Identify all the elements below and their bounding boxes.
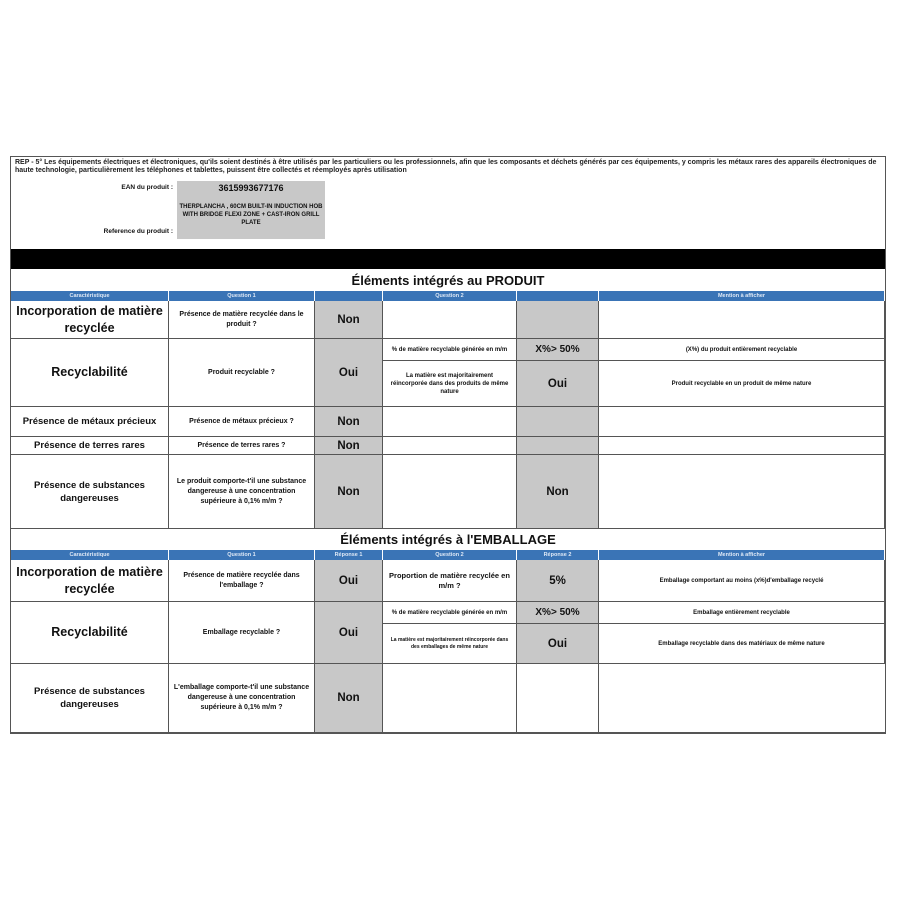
produit-recyclabilite-a1: Oui: [315, 339, 383, 407]
reference-label: Reference du produit :: [103, 228, 173, 235]
intro-text: REP - 5° Les équipements électriques et électroniques, qu'ils soient destinés à être utilisés par les particuliers ou les professionnels, afin que les composants et déchets générés par ces équipements, y compris les métaux rares des appareils électroniques de haute technologie, particulièrement les téléphones et tablettes, puissent être collectés et réemployés après utilisation: [15, 159, 877, 174]
produit-metaux-q2: [383, 407, 517, 437]
emballage-incorporation-q1: Présence de matière recyclée dans l'emballage ?: [169, 560, 315, 602]
produit-header-question2: Question 2: [383, 291, 517, 301]
emballage-recyclabilite-q1: Emballage recyclable ?: [169, 602, 315, 664]
emballage-recyclabilite-q2a: % de matière recyclable générée en m/m: [383, 602, 517, 624]
produit-header-reponse1: [315, 291, 383, 301]
emballage-recyclabilite-a2a: X%> 50%: [517, 602, 599, 624]
produit-title-highlight: PRODUIT: [485, 273, 545, 288]
produit-terres-q1: Présence de terres rares ?: [169, 437, 315, 455]
produit-recyclabilite-label: Recyclabilité: [11, 339, 169, 407]
produit-incorporation-mention: [599, 301, 885, 339]
produit-incorporation-a1: Non: [315, 301, 383, 339]
produit-incorporation-q1: Présence de matière recyclée dans le produit ?: [169, 301, 315, 339]
produit-terres-a1: Non: [315, 437, 383, 455]
emballage-header-mention: Mention à afficher: [599, 550, 885, 560]
emballage-substances-label: Présence de substances dangereuses: [11, 664, 169, 733]
produit-recyclabilite-mention-b: Produit recyclable en un produit de même nature: [599, 361, 885, 407]
emballage-header-caracteristique: Caractéristique: [11, 550, 169, 560]
produit-metaux-label: Présence de métaux précieux: [11, 407, 169, 437]
produit-section-title: [11, 271, 885, 291]
emballage-recyclabilite-label: Recyclabilité: [11, 602, 169, 664]
emballage-substances-mention: [599, 664, 885, 733]
black-divider: [11, 249, 885, 269]
produit-header-question1: Question 1: [169, 291, 315, 301]
produit-terres-a2: [517, 437, 599, 455]
emballage-header-question2: Question 2: [383, 550, 517, 560]
produit-substances-label: Présence de substances dangereuses: [11, 455, 169, 529]
produit-metaux-q1: Présence de métaux précieux ?: [169, 407, 315, 437]
ean-label: EAN du produit :: [121, 184, 173, 191]
produit-incorporation-label: Incorporation de matière recyclée: [11, 301, 169, 339]
emballage-incorporation-label: Incorporation de matière recyclée: [11, 560, 169, 602]
produit-header-reponse2: [517, 291, 599, 301]
emballage-incorporation-q2: Proportion de matière recyclée en m/m ?: [383, 560, 517, 602]
emballage-incorporation-mention: Emballage comportant au moins (x%)d'emballage recyclé: [599, 560, 885, 602]
emballage-substances-a2: [517, 664, 599, 733]
reference-value: THERPLANCHA , 60CM BUILT-IN INDUCTION HOB WITH BRIDGE FLEXI ZONE + CAST-IRON GRILL PLATE: [177, 195, 325, 239]
produit-substances-q1: Le produit comporte-t'il une substance dangereuse à une concentration supérieure à 0,1% m/m ?: [169, 455, 315, 529]
emballage-recyclabilite-q2b: La matière est majoritairement réincorporée dans des emballages de même nature: [383, 624, 517, 664]
produit-recyclabilite-q2a: % de matière recyclable générée en m/m: [383, 339, 517, 361]
emballage-section-title: [11, 530, 885, 550]
emballage-recyclabilite-a2b: Oui: [517, 624, 599, 664]
produit-metaux-a1: Non: [315, 407, 383, 437]
produit-header-caracteristique: Caractéristique: [11, 291, 169, 301]
emballage-recyclabilite-mention-b: Emballage recyclable dans des matériaux de même nature: [599, 624, 885, 664]
produit-substances-q2: [383, 455, 517, 529]
produit-recyclabilite-a2a: X%> 50%: [517, 339, 599, 361]
emballage-recyclabilite-a1: Oui: [315, 602, 383, 664]
produit-substances-mention: [599, 455, 885, 529]
emballage-recyclabilite-mention-a: Emballage entièrement recyclable: [599, 602, 885, 624]
emballage-substances-q1: L'emballage comporte-t'il une substance dangereuse à une concentration supérieure à 0,1% m/m ?: [169, 664, 315, 733]
emballage-header-reponse1: Réponse 1: [315, 550, 383, 560]
produit-recyclabilite-mention-a: (X%) du produit entièrement recyclable: [599, 339, 885, 361]
produit-incorporation-a2: [517, 301, 599, 339]
produit-substances-a2: Non: [517, 455, 599, 529]
produit-recyclabilite-q1: Produit recyclable ?: [169, 339, 315, 407]
emballage-title-prefix: Éléments intégrés à l': [340, 532, 474, 547]
produit-terres-label: Présence de terres rares: [11, 437, 169, 455]
produit-recyclabilite-a2b: Oui: [517, 361, 599, 407]
produit-incorporation-q2: [383, 301, 517, 339]
produit-recyclabilite-q2b: La matière est majoritairement réincorporée dans des produits de même nature: [383, 361, 517, 407]
produit-terres-q2: [383, 437, 517, 455]
emballage-title-highlight: EMBALLAGE: [473, 532, 556, 547]
produit-metaux-mention: [599, 407, 885, 437]
emballage-header-question1: Question 1: [169, 550, 315, 560]
produit-terres-mention: [599, 437, 885, 455]
ean-value: 3615993677176: [177, 181, 325, 195]
produit-substances-a1: Non: [315, 455, 383, 529]
emballage-substances-q2: [383, 664, 517, 733]
emballage-header-reponse2: Réponse 2: [517, 550, 599, 560]
emballage-incorporation-a1: Oui: [315, 560, 383, 602]
emballage-substances-a1: Non: [315, 664, 383, 733]
rep-sheet: [10, 156, 886, 734]
produit-header-mention: Mention à afficher: [599, 291, 885, 301]
produit-metaux-a2: [517, 407, 599, 437]
emballage-incorporation-a2: 5%: [517, 560, 599, 602]
produit-title-prefix: Éléments intégrés au: [351, 273, 486, 288]
